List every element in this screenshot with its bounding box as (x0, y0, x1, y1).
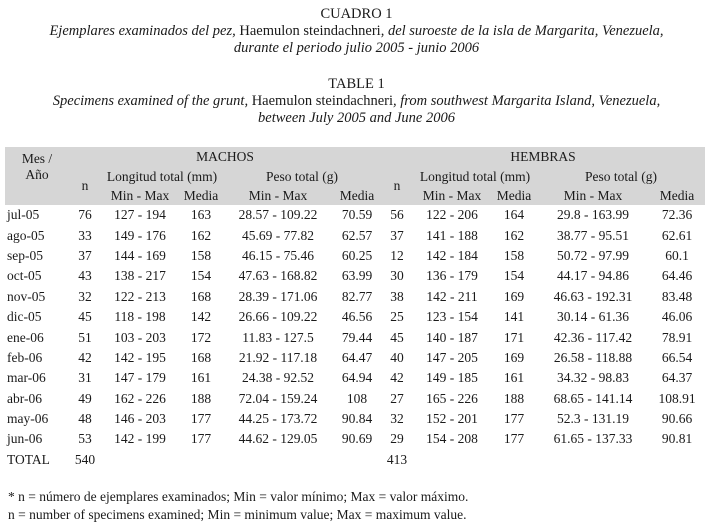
caption-english-line1 (0, 93, 713, 110)
cell-m-pt-media: 64.94 (341, 370, 373, 386)
cell-m-pt-media: 60.25 (341, 247, 373, 263)
cell-h-pt: 38.77 - 95.51 (557, 227, 629, 243)
cell-m-n: 49 (78, 390, 92, 406)
cell-h-lt-media: 162 (503, 227, 525, 243)
table-row (5, 246, 705, 266)
cell-h-lt: 142 - 211 (426, 288, 478, 304)
cell-h-pt-media: 72.36 (661, 207, 693, 223)
cell-m-lt: 118 - 198 (114, 309, 166, 325)
cell-h-lt: 123 - 154 (426, 309, 478, 325)
cell-h-lt: 147 - 205 (426, 349, 478, 365)
table-row (5, 266, 705, 286)
header-mes (5, 147, 69, 186)
cell-h-pt: 29.8 - 163.99 (557, 207, 629, 223)
cell-h-lt-media: 177 (503, 431, 525, 447)
cell-h-lt-media: 171 (503, 329, 525, 345)
cell-m-n: 76 (78, 207, 92, 223)
header-machos-lt-media: Media (179, 186, 223, 205)
cell-m-pt: 24.38 - 92.52 (242, 370, 314, 386)
cell-h-pt-media: 62.61 (661, 227, 693, 243)
header-machos: MACHOS (69, 147, 381, 167)
cell-h-lt-media: 177 (503, 411, 525, 427)
cell-h-n: 27 (390, 390, 404, 406)
cell-m-lt-media: 163 (190, 207, 212, 223)
cell-h-lt-media: 154 (503, 268, 525, 284)
cell-h-pt: 50.72 - 97.99 (557, 247, 629, 263)
cell-h-pt-media: 83.48 (661, 288, 693, 304)
table-row (5, 205, 705, 225)
total-empty-cell (413, 450, 491, 471)
cell-h-lt-media: 188 (503, 390, 525, 406)
header-hembras-pt-minmax: Min - Max (537, 186, 649, 205)
cell-h-pt: 68.65 - 141.14 (553, 390, 633, 406)
header-machos-n: n (69, 167, 101, 205)
cell-h-lt-media: 141 (503, 309, 525, 325)
cell-mes: sep-05 (7, 247, 43, 263)
cell-mes: ago-05 (7, 227, 45, 243)
cell-h-n: 32 (390, 411, 404, 427)
total-empty-cell (491, 450, 537, 471)
table-row (5, 409, 705, 429)
cell-m-lt: 149 - 176 (114, 227, 166, 243)
cell-m-lt: 162 - 226 (114, 390, 166, 406)
table-row (5, 307, 705, 327)
cell-m-lt-media: 162 (190, 227, 212, 243)
cell-m-pt-media: 63.99 (341, 268, 373, 284)
total-empty-cell (101, 450, 179, 471)
header-hembras-longitud: Longitud total (mm) (413, 167, 537, 186)
cell-m-n: 42 (78, 349, 92, 365)
caption-spanish (0, 6, 713, 57)
cell-mes: mar-06 (7, 370, 46, 386)
cell-m-pt-media: 62.57 (341, 227, 373, 243)
header-machos-pt-media: Media (333, 186, 381, 205)
cell-m-lt-media: 142 (190, 309, 212, 325)
header-machos-lt-minmax: Min - Max (101, 186, 179, 205)
cell-mes: feb-06 (7, 349, 43, 365)
cell-m-n: 53 (78, 431, 92, 447)
cell-m-pt: 72.04 - 159.24 (238, 390, 318, 406)
caption-english-text-b: , from southwest Margarita Island, Venezuela, (393, 93, 661, 109)
cell-m-n: 31 (78, 370, 92, 386)
cell-h-pt-media: 46.06 (661, 309, 693, 325)
total-empty-cell (333, 450, 381, 471)
cell-h-lt-media: 158 (503, 247, 525, 263)
table-row (5, 225, 705, 245)
cell-h-pt-media: 90.66 (661, 411, 693, 427)
cell-m-n: 33 (78, 227, 92, 243)
cell-h-lt-media: 164 (503, 207, 525, 223)
cell-h-pt-media: 64.37 (661, 370, 693, 386)
caption-english-species: Haemulon steindachneri (251, 93, 394, 109)
cell-h-pt: 34.32 - 98.83 (557, 370, 629, 386)
cell-m-lt-media: 177 (190, 431, 212, 447)
cell-h-n: 29 (390, 431, 404, 447)
cell-m-pt-media: 90.69 (341, 431, 373, 447)
cell-h-pt: 26.58 - 118.88 (553, 349, 633, 365)
cell-h-lt-media: 169 (503, 288, 525, 304)
total-m-n: 540 (74, 452, 96, 468)
table-row (5, 389, 705, 409)
cell-h-lt: 141 - 188 (426, 227, 478, 243)
caption-spanish-species: Haemulon steindachneri (239, 23, 381, 39)
header-hembras-lt-media: Media (491, 186, 537, 205)
header-hembras-lt-minmax: Min - Max (413, 186, 491, 205)
caption-english-text-a: Specimens examined of the grunt, (52, 93, 252, 109)
cell-m-n: 32 (78, 288, 92, 304)
cell-h-pt-media: 60.1 (665, 247, 689, 263)
cell-h-lt: 142 - 184 (426, 247, 478, 263)
cell-m-pt-media: 82.77 (341, 288, 373, 304)
cell-m-pt-media: 79.44 (341, 329, 373, 345)
cell-m-n: 37 (78, 247, 92, 263)
cell-m-lt-media: 168 (190, 349, 212, 365)
cell-m-lt-media: 154 (190, 268, 212, 284)
cell-h-pt: 61.65 - 137.33 (553, 431, 633, 447)
cell-h-lt: 149 - 185 (426, 370, 478, 386)
cell-m-pt-media: 90.84 (341, 411, 373, 427)
cell-h-pt: 44.17 - 94.86 (557, 268, 629, 284)
total-empty-cell (537, 450, 649, 471)
table-body (5, 205, 705, 471)
cell-m-lt: 142 - 195 (114, 349, 166, 365)
footnote-english: n = number of specimens examined; Min = minimum value; Max = maximum value. (8, 507, 467, 522)
header-machos-pt-minmax: Min - Max (223, 186, 333, 205)
cell-m-lt-media: 177 (190, 411, 212, 427)
cell-m-pt: 28.39 - 171.06 (238, 288, 318, 304)
header-machos-peso: Peso total (g) (223, 167, 381, 186)
cell-m-pt: 44.25 - 173.72 (238, 411, 318, 427)
header-machos-longitud: Longitud total (mm) (101, 167, 223, 186)
cell-m-lt-media: 161 (190, 370, 212, 386)
cell-m-pt: 44.62 - 129.05 (238, 431, 318, 447)
cell-m-lt-media: 188 (190, 390, 212, 406)
cell-m-pt: 21.92 - 117.18 (238, 349, 318, 365)
table-row (5, 348, 705, 368)
cell-m-pt-media: 64.47 (341, 349, 373, 365)
header-hembras-n: n (381, 167, 413, 205)
table-row (5, 429, 705, 449)
cell-m-lt: 127 - 194 (114, 207, 166, 223)
header-mes-line2: Año (25, 166, 49, 182)
cell-h-n: 38 (390, 288, 404, 304)
cell-m-n: 48 (78, 411, 92, 427)
total-empty-cell (179, 450, 223, 471)
total-empty-cell (223, 450, 333, 471)
cell-m-lt-media: 172 (190, 329, 212, 345)
cell-m-pt: 47.63 - 168.82 (238, 268, 318, 284)
specimens-table (5, 147, 705, 471)
caption-english-line2: between July 2005 and June 2006 (258, 110, 455, 126)
header-hembras: HEMBRAS (381, 147, 705, 167)
cell-h-n: 42 (390, 370, 404, 386)
cell-h-pt: 30.14 - 61.36 (557, 309, 629, 325)
cell-m-lt-media: 168 (190, 288, 212, 304)
table-total-row (5, 450, 705, 471)
total-empty-cell (649, 450, 705, 471)
cell-h-pt: 52.3 - 131.19 (557, 411, 629, 427)
cell-m-pt: 45.69 - 77.82 (242, 227, 314, 243)
cell-h-n: 37 (390, 227, 404, 243)
cell-h-n: 12 (390, 247, 404, 263)
caption-spanish-text-a: Ejemplares examinados del pez, (49, 23, 240, 39)
cell-mes: oct-05 (7, 268, 42, 284)
cell-h-pt-media: 108.91 (658, 390, 696, 406)
cell-m-lt: 142 - 199 (114, 431, 166, 447)
cell-mes: may-06 (7, 411, 49, 427)
cell-h-lt: 136 - 179 (426, 268, 478, 284)
cell-h-pt-media: 64.46 (661, 268, 693, 284)
cell-m-pt: 11.83 - 127.5 (242, 329, 314, 345)
cell-h-n: 30 (390, 268, 404, 284)
caption-english (0, 76, 713, 127)
cell-m-lt: 146 - 203 (114, 411, 166, 427)
cell-m-lt: 103 - 203 (114, 329, 166, 345)
cell-m-lt: 147 - 179 (114, 370, 166, 386)
caption-spanish-line1 (0, 23, 713, 40)
cell-m-pt: 26.66 - 109.22 (238, 309, 318, 325)
cell-h-pt: 42.36 - 117.42 (553, 329, 633, 345)
table-row (5, 368, 705, 388)
cell-h-lt: 152 - 201 (426, 411, 478, 427)
cell-mes: jul-05 (7, 207, 40, 223)
cell-h-lt: 140 - 187 (426, 329, 478, 345)
header-mes-line1: Mes / (21, 150, 53, 166)
caption-english-title: TABLE 1 (328, 76, 385, 92)
caption-spanish-line2: durante el periodo julio 2005 - junio 2006 (233, 40, 480, 56)
cell-h-lt: 165 - 226 (426, 390, 478, 406)
caption-spanish-title: CUADRO 1 (320, 6, 393, 22)
total-h-n: 413 (386, 452, 408, 468)
cell-h-pt: 46.63 - 192.31 (553, 288, 633, 304)
cell-m-lt-media: 158 (190, 247, 212, 263)
cell-m-n: 43 (78, 268, 92, 284)
cell-mes: ene-06 (7, 329, 44, 345)
cell-m-n: 51 (78, 329, 92, 345)
cell-m-lt: 144 - 169 (114, 247, 166, 263)
table-row (5, 287, 705, 307)
header-hembras-pt-media: Media (649, 186, 705, 205)
header-blank (5, 186, 69, 205)
cell-h-pt-media: 78.91 (661, 329, 693, 345)
cell-m-pt: 28.57 - 109.22 (238, 207, 318, 223)
cell-mes: dic-05 (7, 309, 42, 325)
footnote-spanish: * n = número de ejemplares examinados; Min = valor mínimo; Max = valor máximo. (8, 489, 469, 504)
cell-m-lt: 122 - 213 (114, 288, 166, 304)
caption-spanish-text-b: , del suroeste de la isla de Margarita, Venezuela, (380, 23, 664, 39)
cell-m-lt: 138 - 217 (114, 268, 166, 284)
cell-h-lt: 154 - 208 (426, 431, 478, 447)
cell-h-n: 45 (390, 329, 404, 345)
cell-m-pt-media: 108 (346, 390, 368, 406)
table-row (5, 327, 705, 347)
cell-h-n: 56 (390, 207, 404, 223)
cell-m-pt-media: 70.59 (341, 207, 373, 223)
cell-mes: jun-06 (7, 431, 43, 447)
cell-h-lt-media: 169 (503, 349, 525, 365)
cell-h-lt: 122 - 206 (426, 207, 478, 223)
cell-h-pt-media: 66.54 (661, 349, 693, 365)
table-header (5, 147, 705, 205)
cell-h-n: 40 (390, 349, 404, 365)
cell-mes: abr-06 (7, 390, 42, 406)
cell-m-n: 45 (78, 309, 92, 325)
cell-mes: nov-05 (7, 288, 46, 304)
header-hembras-peso: Peso total (g) (537, 167, 705, 186)
total-label: TOTAL (7, 452, 50, 468)
cell-m-pt: 46.15 - 75.46 (242, 247, 314, 263)
cell-h-n: 25 (390, 309, 404, 325)
cell-h-pt-media: 90.81 (661, 431, 693, 447)
cell-m-pt-media: 46.56 (341, 309, 373, 325)
cell-h-lt-media: 161 (503, 370, 525, 386)
